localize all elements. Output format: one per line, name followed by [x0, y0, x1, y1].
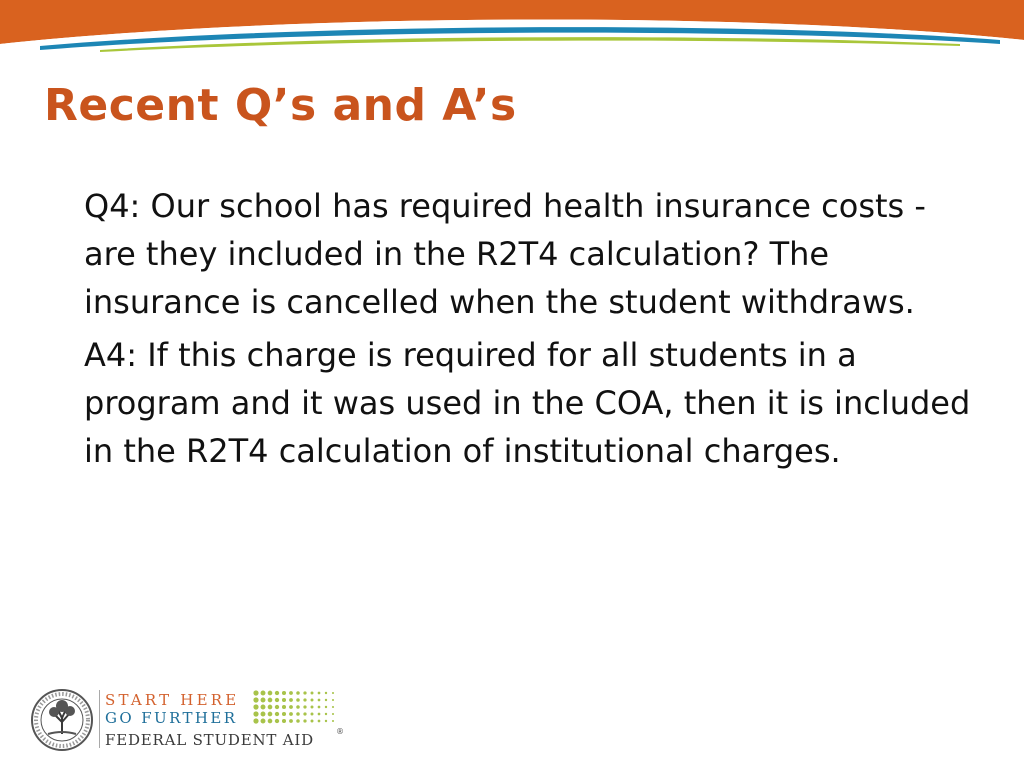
logo-dot: [303, 698, 306, 701]
dot-grid-icon: [252, 689, 342, 725]
logo-dot: [261, 719, 266, 724]
department-of-education-seal-icon: [30, 688, 94, 752]
question-text: Q4: Our school has required health insurance costs - are they included in the R2T4 calculation? The insurance is cancelled when the student withdraws.: [84, 187, 926, 321]
logo-dot: [282, 705, 286, 709]
logo-dot: [261, 705, 266, 710]
logo-dot: [332, 720, 334, 722]
logo-dot: [261, 698, 266, 703]
logo-dot: [311, 713, 314, 716]
logo-dot: [332, 699, 334, 701]
logo-dot: [268, 698, 273, 703]
logo-dot: [289, 691, 293, 695]
logo-dot: [325, 692, 327, 694]
tagline-start-here: START HERE: [105, 691, 240, 709]
logo-dot: [261, 691, 266, 696]
logo-dot: [282, 719, 286, 723]
logo-dot: [296, 691, 300, 695]
logo-dot: [289, 712, 293, 716]
logo-dot: [253, 704, 258, 709]
logo-dot: [318, 706, 321, 709]
logo-dot: [311, 706, 314, 709]
logo-dot: [311, 699, 314, 702]
logo-dot: [261, 712, 266, 717]
logo-dot: [253, 697, 258, 702]
slide-body: [84, 182, 984, 480]
logo-dot: [282, 691, 286, 695]
logo-dot: [275, 719, 279, 723]
logo-dot: [268, 712, 273, 717]
logo-dot: [289, 698, 293, 702]
logo-dot: [253, 690, 258, 695]
logo-dot: [253, 718, 258, 723]
logo-dot: [296, 705, 300, 709]
logo-dot: [296, 719, 300, 723]
logo-dot: [303, 705, 306, 708]
registered-mark: ®: [336, 727, 344, 736]
logo-dot: [332, 713, 334, 715]
slide-title: Recent Q’s and A’s: [44, 80, 517, 131]
logo-dot: [318, 720, 321, 723]
logo-dot: [303, 719, 306, 722]
logo-divider: [99, 690, 100, 748]
logo-dot: [275, 698, 279, 702]
fsa-logo: [30, 688, 360, 752]
answer-text: A4: If this charge is required for all students in a program and it was used in the COA, then it is included in the R2T4 calculation of institutional charges.: [84, 336, 971, 470]
logo-dot: [325, 713, 327, 715]
federal-student-aid-wordmark: FEDERAL STUDENT AID: [105, 731, 314, 749]
logo-dot: [268, 691, 273, 696]
logo-dot: [268, 719, 273, 724]
logo-dot: [253, 711, 258, 716]
logo-dot: [303, 691, 306, 694]
logo-dot: [289, 705, 293, 709]
logo-dot: [296, 712, 300, 716]
logo-dot: [318, 699, 321, 702]
logo-dot: [318, 692, 321, 695]
logo-dot: [282, 698, 286, 702]
logo-dot: [318, 713, 321, 716]
logo-dot: [311, 692, 314, 695]
logo-dot: [296, 698, 300, 702]
logo-dot: [311, 720, 314, 723]
header-banner: [0, 0, 1024, 60]
logo-dot: [275, 691, 279, 695]
logo-dot: [289, 719, 293, 723]
logo-dot: [332, 706, 334, 708]
logo-dot: [282, 712, 286, 716]
logo-dot: [325, 720, 327, 722]
logo-dot: [275, 712, 279, 716]
logo-dot: [325, 706, 327, 708]
logo-dot: [275, 705, 279, 709]
logo-dot: [332, 692, 334, 694]
tagline-go-further: GO FURTHER: [105, 709, 238, 727]
logo-dot: [303, 712, 306, 715]
logo-dot: [268, 705, 273, 710]
logo-dot: [325, 699, 327, 701]
